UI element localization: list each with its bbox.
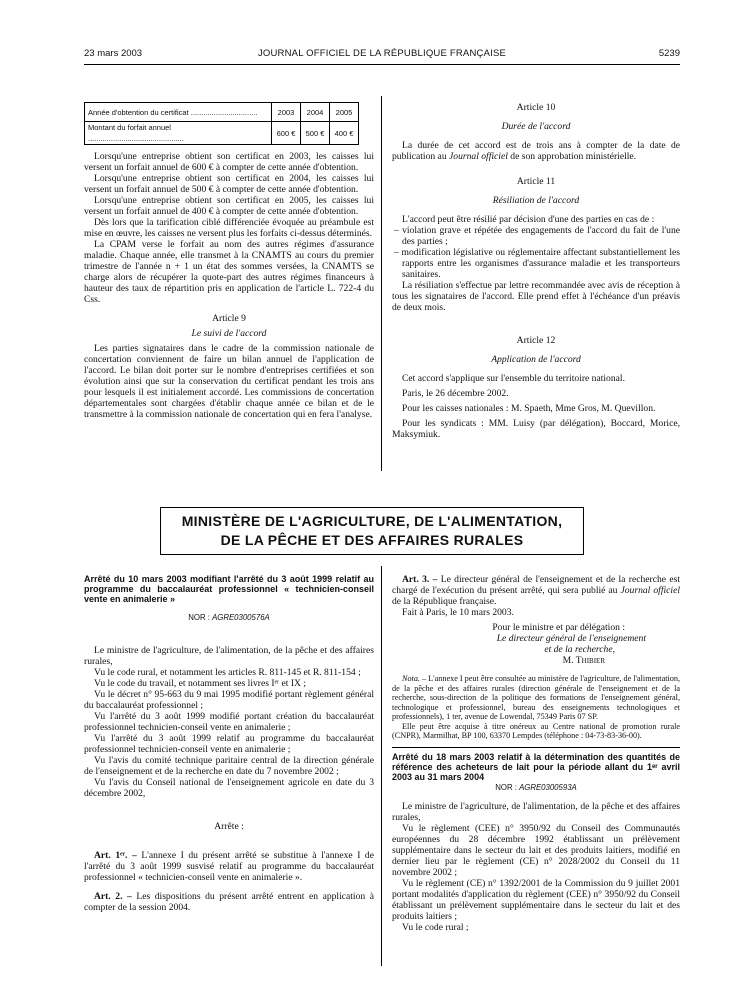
article-10-subtitle: Durée de l'accord (501, 121, 571, 132)
signature-title: Le directeur général de l'enseignement (496, 633, 646, 644)
right-column-top (392, 102, 680, 440)
article-11-subtitle: Résiliation de l'accord (492, 195, 580, 206)
place-date: Paris, le 26 décembre 2002. (402, 388, 509, 399)
visa: Vu le règlement (CEE) n° 3950/92 du Conseil des Communautés européennes du 28 décembre 1992 établissant un prélèvement supplémentaire dans le secteur du lait et des produits laitiers, modifié en dernier lieu par le règlement (CE) n° 2028/2002 du Conseil du 11 novembre 2002 ; (392, 822, 680, 878)
left-column-top (84, 102, 374, 420)
header-page-number: 5239 (658, 48, 680, 59)
decree-intro: Le ministre de l'agriculture, de l'alimentation, de la pêche et des affaires rurales, (84, 645, 374, 667)
header-journal-title: JOURNAL OFFICIEL DE LA RÉPUBLIQUE FRANÇAISE (257, 48, 507, 59)
article-11-text: La résiliation s'effectue par lettre recommandée avec avis de réception à tous les signataires de l'accord. Elle prend effet à l'échéance d'un préavis de deux mois. (392, 280, 680, 313)
article-12-text: Cet accord s'applique sur l'ensemble du territoire national. (402, 373, 625, 384)
article-12-subtitle: Application de l'accord (491, 354, 581, 365)
table-cell: 600 € (272, 122, 301, 145)
visa: Vu l'avis du Conseil national de l'enseignement agricole en date du 3 décembre 2002, (84, 777, 374, 799)
table-label-year: Année d'obtention du certificat ................................ (85, 103, 272, 122)
header-date: 23 mars 2003 (84, 48, 143, 59)
column-divider-top (381, 96, 382, 471)
table-row-year (85, 103, 359, 122)
visa: Vu l'arrêté du 3 août 1999 relatif au programme du baccalauréat professionnel technicien-conseil vente en animalerie ; (84, 733, 374, 755)
table-cell: 2005 (330, 103, 359, 122)
article-9-subtitle: Le suivi de l'accord (191, 328, 267, 339)
decree-title-2: Arrêté du 18 mars 2003 relatif à la détermination des quantités de référence des acheteurs de lait pour la période allant du 1ᵉʳ avril 2003 au 31 mars 2004 (392, 751, 680, 782)
table-label-amount: Montant du forfait annuel .............................................. (85, 122, 272, 145)
article-10-title: Article 10 (516, 102, 556, 113)
signature-line: Pour le ministre et par délégation : (492, 622, 625, 633)
article-9-title: Article 9 (212, 313, 246, 324)
visa: Vu le code du travail, et notamment ses livres Iᵉʳ et IX ; (94, 678, 307, 689)
table-cell: 400 € (330, 122, 359, 145)
article-1: Art. 1ᵉʳ. – L'annexe I du présent arrêté se substitue à l'annexe I de l'arrêté du 3 août 1999 susvisé relatif au programme du baccalauréat professionnel « technicien-conseil vente en animalerie ». (84, 850, 374, 883)
right-column-bottom (392, 574, 680, 933)
paragraph: La CPAM verse le forfait au nom des autres régimes d'assurance maladie. Chaque année, elle transmet à la CNAMTS au cours du premier trimestre de l'année n + 1 un état des sommes versées, la CNAMTS se charge alors de récupérer la quote-part des autres régimes financeurs à hauteur des taux de répartition pris en application de l'article L. 722-4 du Css. (84, 239, 374, 305)
article-9-text: Les parties signataires dans le cadre de la commission nationale de concertation conviennent de faire un bilan annuel de l'application de l'accord. Le bilan doit porter sur le nombre d'entreprises certifiées et son évolution ainsi que sur la conservation du certificat pendant les trois ans pour lesquels il est initialement accordé. Les commissions de concertation départementales sont chargées d'établir chaque année ce bilan et de le transmettre à la commission nationale de concertation qui en fera l'analyse. (84, 343, 374, 420)
article-11-title: Article 11 (516, 176, 556, 187)
article-3: Art. 3. – Le directeur général de l'enseignement et de la recherche est chargé de l'exécution du présent arrêté, qui sera publié au Journal officiel de la République française. (392, 574, 680, 607)
decree-2-intro: Le ministre de l'agriculture, de l'alimentation, de la pêche et des affaires rurales, (392, 800, 680, 823)
visa: Vu le code rural, et notamment les articles R. 811-145 et R. 811-154 ; (94, 667, 361, 678)
arrete-heading: Arrête : (214, 821, 244, 832)
signatory-name: M. Thibier (562, 655, 605, 666)
decree-title: Arrêté du 10 mars 2003 modifiant l'arrêté du 3 août 1999 relatif au programme du baccalauréat professionnel « technicien-conseil vente en animalerie » (84, 574, 374, 604)
nota: Nota. – L'annexe I peut être consultée au ministère de l'agriculture, de l'alimentation, de la pêche et des affaires rurales (direction générale de l'enseignement et de la recherche, sous-direction de la politique des formations de l'enseignement général, technologique et professionnel, bureau des enseignements technologiques et professionnels), 1 ter, avenue de Lowendal, 75349 Paris 07 SP. (392, 674, 680, 721)
table-cell: 2003 (272, 103, 301, 122)
table-cell: 500 € (301, 122, 330, 145)
visa: Vu l'avis du comité technique paritaire central de la direction générale de l'enseignement et de la recherche en date du 7 novembre 2002 ; (84, 755, 374, 777)
forfait-table (84, 102, 359, 145)
visa: Vu le décret n° 95-663 du 9 mai 1995 modifié portant règlement général du baccalauréat professionnel ; (84, 689, 374, 711)
left-column-bottom (84, 574, 374, 913)
page-header (84, 48, 680, 64)
table-cell: 2004 (301, 103, 330, 122)
ministry-banner (160, 507, 584, 555)
fait-a: Fait à Paris, le 10 mars 2003. (402, 607, 514, 618)
article-10-text: La durée de cet accord est de trois ans à compter de la date de publication au Journal officiel de son approbation ministérielle. (392, 140, 680, 162)
nor-reference-2: NOR : AGRE0300593A (495, 782, 577, 792)
visa: Vu l'arrêté du 3 août 1999 modifié portant création du baccalauréat professionnel technicien-conseil vente en animalerie ; (84, 711, 374, 733)
article-12-title: Article 12 (516, 335, 556, 346)
list-item: – modification législative ou réglementaire affectant substantiellement les rapports entre les organismes d'assurance maladie et les transporteurs sanitaires. (394, 247, 680, 280)
paragraph: Dès lors que la tarification ciblé différenciée évoquée au préambule est mise en œuvre, les caisses ne versent plus les forfaits ci-dessus déterminés. (84, 217, 374, 239)
ministry-line-1: MINISTÈRE DE L'AGRICULTURE, DE L'ALIMENTATION, (181, 513, 563, 529)
column-divider-bottom (381, 566, 382, 966)
paragraph: Lorsqu'une entreprise obtient son certificat en 2003, les caisses lui versent un forfait annuel de 600 € à compter de cette année d'obtention. (84, 151, 374, 173)
list-item: – violation grave et répétée des engagements de l'accord du fait de l'une des parties ; (394, 225, 680, 247)
signature-title: et de la recherche, (544, 644, 615, 655)
header-rule (84, 64, 680, 65)
visa: Vu le code rural ; (402, 921, 469, 933)
signatories-caisses: Pour les caisses nationales : M. Spaeth, Mme Gros, M. Quevillon. (402, 403, 656, 414)
nota-continued: Elle peut être acquise à titre onéreux au Centre national de promotion rurale (CNPR), Marmilhat, BP 100, 63370 Lempdes (téléphone : 04-73-83-36-00). (392, 721, 680, 740)
article-2: Art. 2. – Les dispositions du présent arrêté entrent en application à compter de la session 2004. (84, 891, 374, 913)
nor-reference: NOR : AGRE0300576A (188, 613, 270, 622)
table-row-amount (85, 122, 359, 145)
paragraph: Lorsqu'une entreprise obtient son certificat en 2004, les caisses lui versent un forfait annuel de 500 € à compter de cette année d'obtention. (84, 173, 374, 195)
article-11-intro: L'accord peut être résilié par décision d'une des parties en cas de : (402, 214, 655, 225)
ministry-line-2: DE LA PÊCHE ET DES AFFAIRES RURALES (220, 532, 524, 548)
paragraph: Lorsqu'une entreprise obtient son certificat en 2005, les caisses lui versent un forfait annuel de 400 € à compter de cette année d'obtention. (84, 195, 374, 217)
signatories-syndicats: Pour les syndicats : MM. Luisy (par délégation), Boccard, Morice, Maksymiuk. (392, 418, 680, 440)
visa: Vu le règlement (CE) n° 1392/2001 de la Commission du 9 juillet 2001 portant modalités d'application du règlement (CEE) n° 3950/92 du Conseil établissant un prélèvement supplémentaire dans le secteur du lait et des produits laitiers ; (392, 877, 680, 922)
section-rule (392, 747, 680, 748)
